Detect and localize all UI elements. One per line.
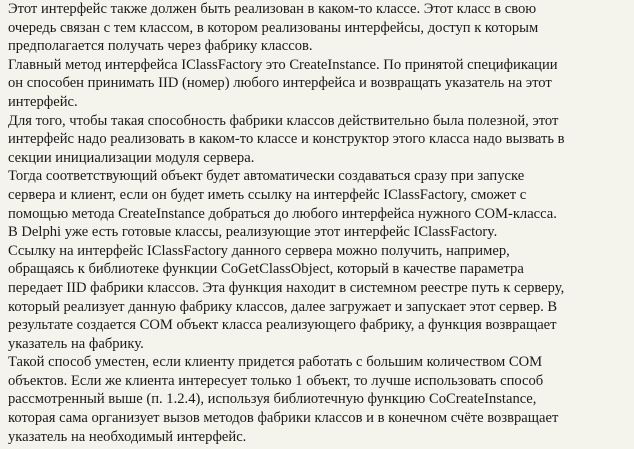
paragraph-cocreateinstance: Такой способ уместен, если клиенту придется работать с большим количеством COM объектов. Если же клиента интересует только 1 объект, то лучше использовать способ рассмотренный выше (п. 1.2.4), используя библиотечную функцию CoCreateInstance, которая сама организует вызов методов фабрики классов и в конечном счёте возвращает указатель на необходимый интерфейс. [8,354,559,445]
paragraph-cogetclassobject: Ссылку на интерфейс IClassFactory данного сервера можно получить, например, обращаясь к библиотеке функции CoGetClassObject, который в качестве параметра передает IID фабрики классов. Эта функция находит в системном реестре путь к серверу, который реализует данную фабрику классов, далее загружает и запускает этот сервер. В результате создается COM объект класса реализующего фабрику, а функция возвращает указатель на фабрику. [8,242,565,352]
paragraph-automatic-object: Тогда соответствующий объект будет автоматически создаваться сразу при запуске сервера и клиент, если он будет иметь ссылку на интерфейс IClassFactory, сможет с помощью метода CreateInstance добраться до любого интерфейса нужного COM-класса. В Delphi уже есть готовые классы, реализующие этот интерфейс IClassFactory. [8,168,557,241]
paragraph-server-init: Для того, чтобы такая способность фабрики классов действительно была полезной, этот интерфейс надо реализовать в каком-то классе и конструктор этого класса надо вызвать в секции инициализации модуля сервера. [8,112,565,166]
paragraph-factory-class: Этот интерфейс также должен быть реализован в каком-то классе. Этот класс в свою очередь связан с тем классом, в котором реализованы интерфейсы, доступ к которым предполагается получать через фабрику классов. [8,1,539,55]
paragraph-create-instance: Главный метод интерфейса IClassFactory это CreateInstance. По принятой спецификации он способен принимать IID (номер) любого интерфейса и возвращать указатель на этот интерфейс. [8,56,558,110]
